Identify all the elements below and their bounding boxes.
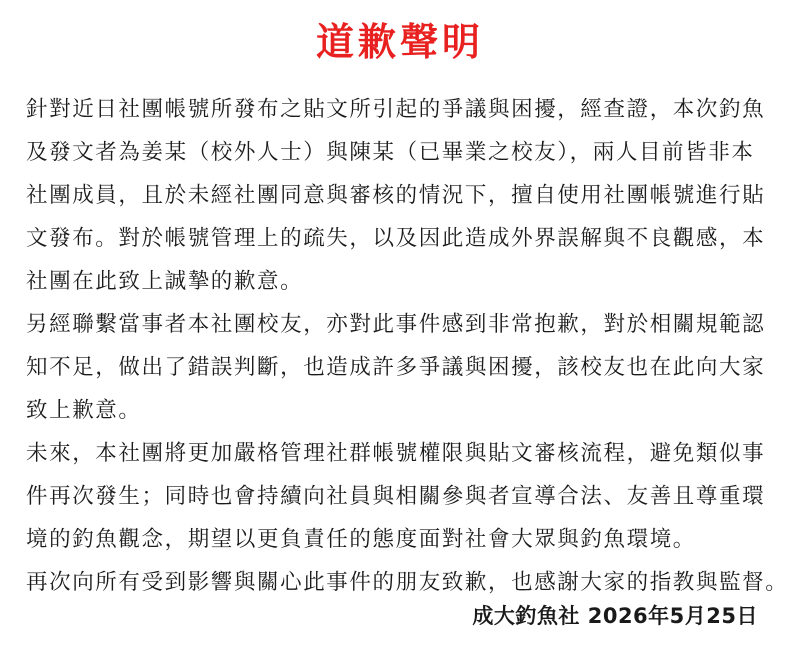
paragraph-line: 知不足，做出了錯誤判斷，也造成許多爭議與困擾，該校友也在此向大家 [26, 355, 766, 380]
paragraph-line: 社團在此致上誠摯的歉意。 [26, 269, 304, 294]
paragraph-line: 境的釣魚觀念，期望以更負責任的態度面對社會大眾與釣魚環境。 [26, 527, 696, 552]
paragraph-future-measures [26, 432, 776, 561]
paragraph-line: 再次向所有受到影響與關心此事件的朋友致歉，也感謝大家的指教與監督。 [26, 570, 789, 595]
statement-signature: 成大釣魚社 2026年5月25日 [472, 604, 758, 628]
paragraph-line: 及發文者為姜某（校外人士）與陳某（已畢業之校友），兩人目前皆非本 [26, 140, 755, 165]
paragraph-line: 未來，本社團將更加嚴格管理社群帳號權限與貼文審核流程，避免類似事 [26, 441, 766, 466]
paragraph-alumni-apology [26, 303, 776, 432]
statement-body [26, 88, 789, 604]
paragraph-line: 另經聯繫當事者本社團校友，亦對此事件感到非常抱歉，對於相關規範認 [26, 312, 766, 337]
paragraph-line: 件再次發生；同時也會持續向社員與相關參與者宣導合法、友善且尊重環 [26, 484, 766, 509]
paragraph-line: 文發布。對於帳號管理上的疏失，以及因此造成外界誤解與不良觀感，本 [26, 226, 766, 251]
paragraph-investigation [26, 88, 776, 303]
paragraph-line: 針對近日社團帳號所發布之貼文所引起的爭議與困擾，經查證，本次釣魚 [26, 97, 766, 122]
paragraph-line: 社團成員，且於未經社團同意與審核的情況下，擅自使用社團帳號進行貼 [26, 183, 766, 208]
statement-title: 道歉聲明 [315, 20, 484, 64]
paragraph-line: 致上歉意。 [26, 398, 142, 423]
